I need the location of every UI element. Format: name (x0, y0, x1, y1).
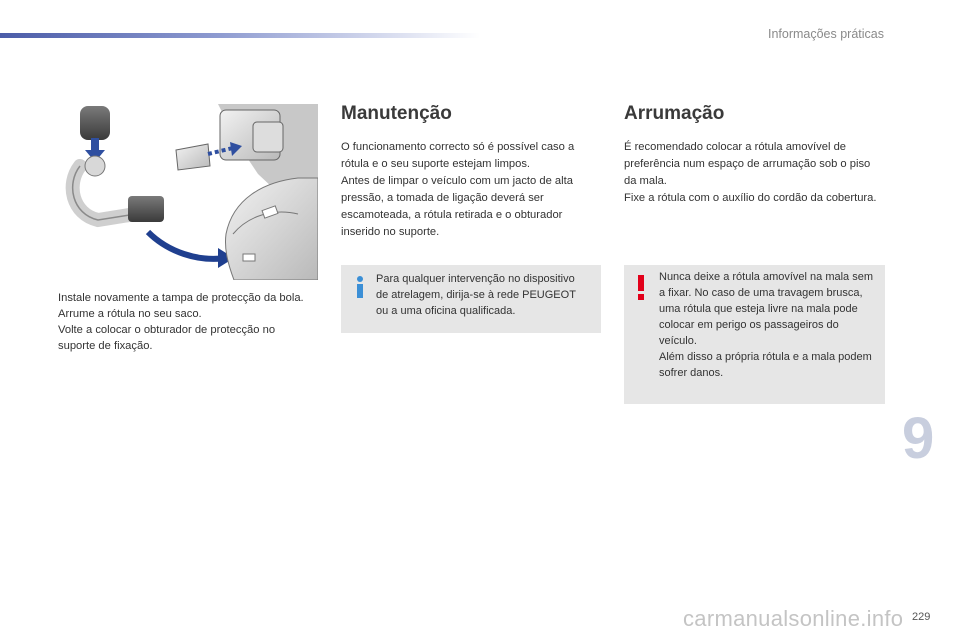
figure-caption (58, 290, 308, 354)
warning-note (624, 265, 885, 404)
chapter-number: 9 (902, 406, 935, 471)
maintenance-paragraph: Antes de limpar o veículo com um jacto de alta pressão, a tomada de ligação deverá ser escamoteada, a rótula retirada e o obturador inserido no suporte. (341, 175, 573, 238)
caption-line: Volte a colocar o obturador de protecção no suporte de fixação. (58, 324, 276, 352)
maintenance-heading: Manutenção (341, 103, 452, 124)
caption-line: Arrume a rótula no seu saco. (58, 308, 202, 320)
info-note-text: Para qualquer intervenção no dispositivo de atrelagem, dirija-se à rede PEUGEOT ou a uma oficina qualificada. (376, 273, 576, 317)
storage-paragraph: Fixe a rótula com o auxílio do cordão da cobertura. (624, 192, 877, 204)
warning-paragraph: Nunca deixe a rótula amovível na mala sem a fixar. No caso de uma travagem brusca, uma rótula que esteja livre na mala pode colocar em perigo os passageiros do veículo. (659, 271, 873, 347)
storage-heading: Arrumação (624, 103, 725, 124)
caption-line: Instale novamente a tampa de protecção da bola. (58, 292, 304, 304)
section-title: Informações práticas (767, 27, 884, 41)
page-number: 229 (912, 611, 931, 623)
info-icon (353, 275, 367, 299)
maintenance-text (341, 139, 603, 241)
header-accent-bar (0, 33, 480, 38)
storage-paragraph: É recomendado colocar a rótula amovível de preferência num espaço de arrumação sob o piso da mala. (624, 141, 871, 187)
warning-paragraph: Além disso a própria rótula e a mala podem sofrer danos. (659, 351, 872, 379)
info-note (341, 265, 601, 333)
storage-text (624, 139, 884, 207)
watermark: carmanualsonline.info (683, 606, 904, 631)
tow-ball-illustration (58, 104, 318, 280)
maintenance-paragraph: O funcionamento correcto só é possível caso a rótula e o seu suporte estejam limpos. (341, 141, 575, 170)
warning-note-text (659, 269, 877, 381)
warning-icon (634, 273, 648, 301)
